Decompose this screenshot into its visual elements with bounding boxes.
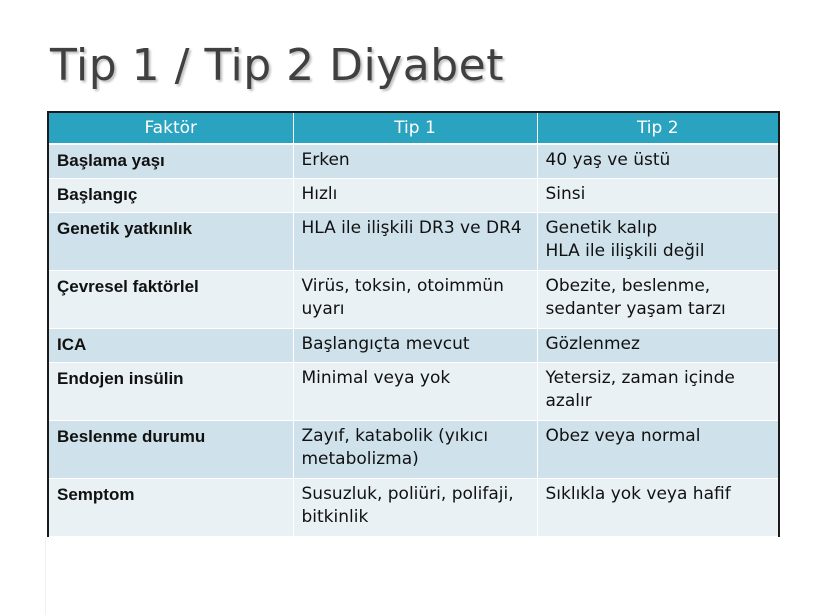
- tip2-cell: Genetik kalıp HLA ile ilişkili değil: [537, 212, 778, 270]
- factor-cell: Beslenme durumu: [49, 420, 293, 478]
- comparison-table-frame: [47, 111, 780, 537]
- tip2-cell: Obez veya normal: [537, 420, 778, 478]
- table-row: [49, 270, 778, 328]
- decorative-divider: [45, 538, 46, 615]
- tip2-cell: 40 yaş ve üstü: [537, 144, 778, 178]
- table-row: [49, 212, 778, 270]
- tip2-cell: Sinsi: [537, 178, 778, 212]
- tip2-cell: Yetersiz, zaman içinde azalır: [537, 362, 778, 420]
- factor-cell: Semptom: [49, 478, 293, 536]
- factor-cell: Başlangıç: [49, 178, 293, 212]
- comparison-table: [49, 113, 778, 537]
- tip1-cell: Minimal veya yok: [293, 362, 537, 420]
- tip1-cell: Hızlı: [293, 178, 537, 212]
- table-row: [49, 328, 778, 362]
- factor-cell: ICA: [49, 328, 293, 362]
- table-row: [49, 478, 778, 536]
- tip2-cell: Sıklıkla yok veya hafif: [537, 478, 778, 536]
- tip1-cell: HLA ile ilişkili DR3 ve DR4: [293, 212, 537, 270]
- table-header-row: [49, 113, 778, 144]
- tip1-cell: Virüs, toksin, otoimmün uyarı: [293, 270, 537, 328]
- tip1-cell: Susuzluk, poliüri, polifaji, bitkinlik: [293, 478, 537, 536]
- tip1-cell: Zayıf, katabolik (yıkıcı metabolizma): [293, 420, 537, 478]
- factor-cell: Genetik yatkınlık: [49, 212, 293, 270]
- header-tip2: Tip 2: [537, 113, 778, 144]
- table-row: [49, 144, 778, 178]
- tip2-cell: Gözlenmez: [537, 328, 778, 362]
- header-factor: Faktör: [49, 113, 293, 144]
- table-row: [49, 178, 778, 212]
- factor-cell: Başlama yaşı: [49, 144, 293, 178]
- tip1-cell: Erken: [293, 144, 537, 178]
- header-tip1: Tip 1: [293, 113, 537, 144]
- factor-cell: Çevresel faktörlel: [49, 270, 293, 328]
- tip1-cell: Başlangıçta mevcut: [293, 328, 537, 362]
- slide-title: Tip 1 / Tip 2 Diyabet: [50, 40, 504, 91]
- table-row: [49, 420, 778, 478]
- table-row: [49, 362, 778, 420]
- factor-cell: Endojen insülin: [49, 362, 293, 420]
- tip2-cell: Obezite, beslenme, sedanter yaşam tarzı: [537, 270, 778, 328]
